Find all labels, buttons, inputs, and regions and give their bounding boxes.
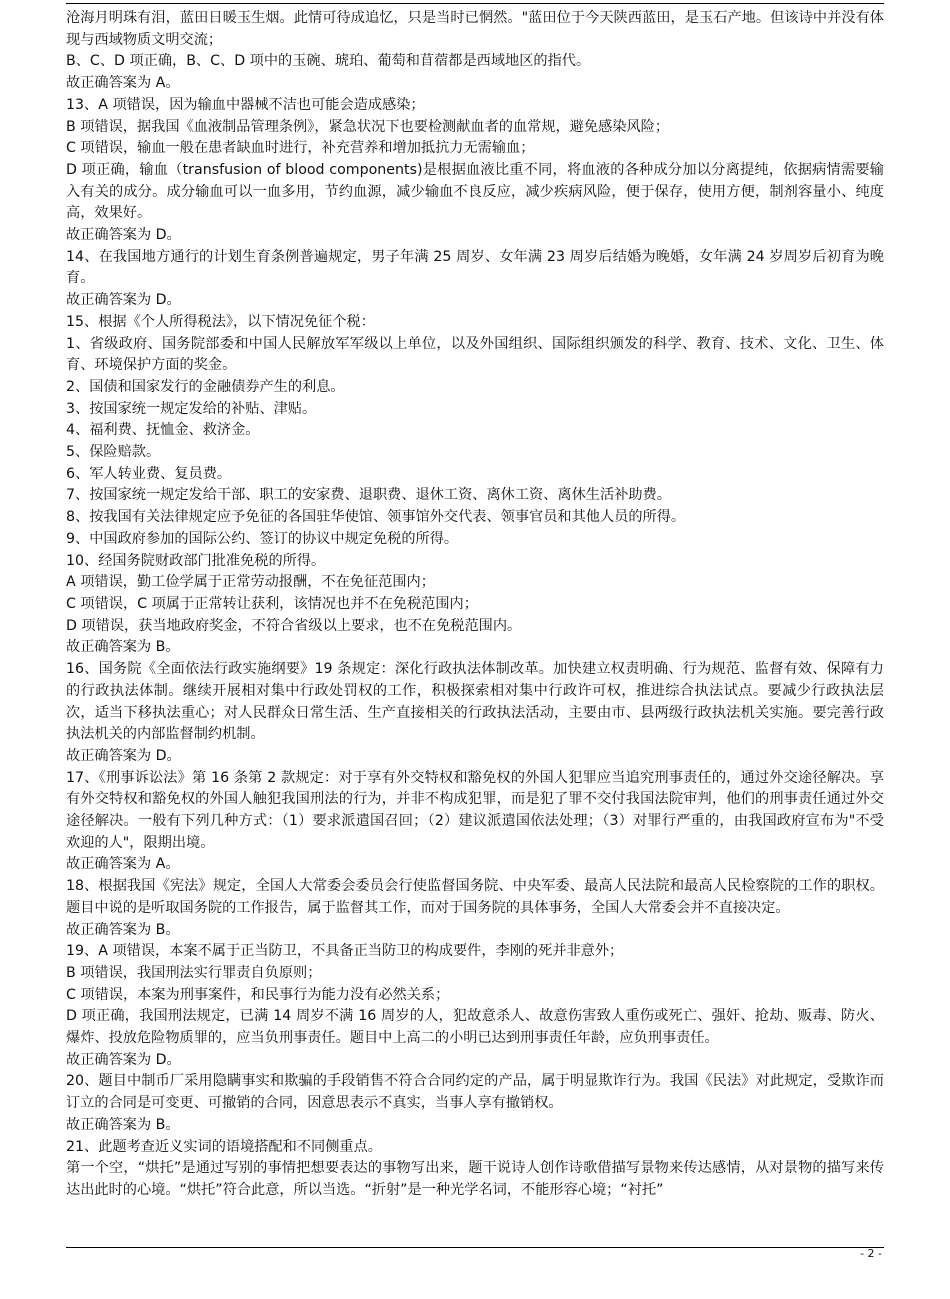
paragraph: 故正确答案为 A。 [66, 856, 180, 873]
paragraph: 21、此题考查近义实词的语境搭配和不同侧重点。 [66, 1138, 382, 1155]
paragraph: D 项正确，输血（transfusion of blood components)是根据血液比重不同，将血液的各种成分加以分离提纯，依据病情需要输入有关的成分。成分输血可以一血多用，节约血源，减少输血不良反应，减少疾病风险，便于保存，使用方便，制剂容量小、纯度高，效果好。 [66, 161, 884, 222]
paragraph: B、C、D 项正确，B、C、D 项中的玉碗、琥珀、葡萄和苜蓿都是西域地区的指代。 [66, 53, 591, 70]
paragraph: 故正确答案为 D。 [66, 292, 181, 309]
paragraph: 17、《刑事诉讼法》第 16 条第 2 款规定：对于享有外交特权和豁免权的外国人犯罪应当追究刑事责任的，通过外交途径解决。享有外交特权和豁免权的外国人触犯我国刑法的行为，并非不构成犯罪，而是犯了罪不交付我国法院审判，他们的刑事责任通过外交途径解决。一般有下列几种方式：（1）要求派遣国召回；（2）建议派遣国依法处理；（3）对罪行严重的，由我国政府宣布为"不受欢迎的人"，限期出境。 [66, 769, 884, 851]
paragraph: 故正确答案为 B。 [66, 921, 180, 938]
paragraph: 6、军人转业费、复员费。 [66, 465, 232, 482]
paragraph: 8、按我国有关法律规定应予免征的各国驻华使馆、领事馆外交代表、领事官员和其他人员的所得。 [66, 509, 686, 526]
paragraph: 14、在我国地方通行的计划生育条例普遍规定，男子年满 25 周岁、女年满 23 周岁后结婚为晚婚，女年满 24 岁周岁后初育为晚育。 [66, 248, 884, 287]
paragraph: 第一个空，“烘托”是通过写别的事情把想要表达的事物写出来，题干说诗人创作诗歌借描写景物来传达感情，从对景物的描写来传达出此时的心境。“烘托”符合此意，所以当选。“折射”是一种光学名词，不能形容心境；“衬托” [66, 1160, 884, 1198]
top-rule [66, 3, 884, 4]
paragraph: C 项错误，本案为刑事案件，和民事行为能力没有必然关系； [66, 986, 450, 1003]
paragraph: 沧海月明珠有泪，蓝田日暖玉生烟。此情可待成追忆，只是当时已惘然。"蓝田位于今天陕西蓝田，是玉石产地。但该诗中并没有体现与西域物质文明交流； [66, 10, 884, 48]
paragraph: 故正确答案为 B。 [66, 1116, 180, 1133]
paragraph: 故正确答案为 D。 [66, 1051, 181, 1068]
page-number: - 2 - [860, 1247, 882, 1260]
paragraph: 15、根据《个人所得税法》，以下情况免征个税： [66, 313, 375, 330]
paragraph: C 项错误，C 项属于正常转让获利，该情况也并不在免税范围内； [66, 595, 478, 612]
paragraph: D 项错误，获当地政府奖金，不符合省级以上要求，也不在免税范围内。 [66, 617, 522, 634]
footer-rule [66, 1247, 884, 1248]
paragraph: 20、题目中制币厂采用隐瞒事实和欺骗的手段销售不符合合同约定的产品，属于明显欺诈行为。我国《民法》对此规定，受欺诈而订立的合同是可变更、可撤销的合同，因意思表示不真实，当事人享有撤销权。 [66, 1073, 884, 1112]
document-body [66, 8, 884, 1202]
paragraph: 7、按国家统一规定发给干部、职工的安家费、退职费、退休工资、离休工资、离休生活补助费。 [66, 487, 671, 504]
paragraph: 9、中国政府参加的国际公约、签订的协议中规定免税的所得。 [66, 530, 459, 547]
paragraph: 4、福利费、抚恤金、救济金。 [66, 422, 260, 439]
paragraph: 故正确答案为 A。 [66, 75, 180, 92]
paragraph: C 项错误，输血一般在患者缺血时进行，补充营养和增加抵抗力无需输血； [66, 140, 535, 157]
paragraph: B 项错误，据我国《血液制品管理条例》，紧急状况下也要检测献血者的血常规，避免感染风险； [66, 118, 670, 135]
paragraph: 2、国债和国家发行的金融债券产生的利息。 [66, 378, 345, 395]
paragraph: A 项错误，勤工俭学属于正常劳动报酬，不在免征范围内； [66, 574, 435, 591]
paragraph: 19、A 项错误，本案不属于正当防卫，不具备正当防卫的构成要件，李刚的死并非意外； [66, 943, 624, 960]
paragraph: 故正确答案为 D。 [66, 747, 181, 764]
paragraph: 16、国务院《全面依法行政实施纲要》19 条规定：深化行政执法体制改革。加快建立权责明确、行为规范、监督有效、保障有力的行政执法体制。继续开展相对集中行政处罚权的工作，积极探索相对集中行政许可权，推进综合执法试点。要减少行政执法层次，适当下移执法重心；对人民群众日常生活、生产直接相关的行政执法活动，主要由市、县两级行政执法机关实施。要完善行政执法机关的内部监督制约机制。 [66, 661, 884, 743]
paragraph: 18、根据我国《宪法》规定，全国人大常委会委员会行使监督国务院、中央军委、最高人民法院和最高人民检察院的工作的职权。题目中说的是听取国务院的工作报告，属于监督其工作，而对于国务院的具体事务，全国人大常委会并不直接决定。 [66, 878, 884, 916]
paragraph: 1、省级政府、国务院部委和中国人民解放军军级以上单位，以及外国组织、国际组织颁发的科学、教育、技术、文化、卫生、体育、环境保护方面的奖金。 [66, 335, 884, 374]
paragraph: 5、保险赔款。 [66, 444, 161, 461]
paragraph: 故正确答案为 B。 [66, 639, 180, 656]
paragraph: 故正确答案为 D。 [66, 227, 181, 244]
paragraph: 10、经国务院财政部门批准免税的所得。 [66, 552, 326, 569]
paragraph: 13、A 项错误，因为输血中器械不洁也可能会造成感染； [66, 96, 425, 113]
paragraph: B 项错误，我国刑法实行罪责自负原则； [66, 964, 322, 981]
paragraph: 3、按国家统一规定发给的补贴、津贴。 [66, 400, 317, 417]
paragraph: D 项正确，我国刑法规定，已满 14 周岁不满 16 周岁的人，犯故意杀人、故意伤害致人重伤或死亡、强奸、抢劫、贩毒、防火、爆炸、投放危险物质罪的，应当负刑事责任。题目中上高二的小明已达到刑事责任年龄，应负刑事责任。 [66, 1008, 884, 1047]
